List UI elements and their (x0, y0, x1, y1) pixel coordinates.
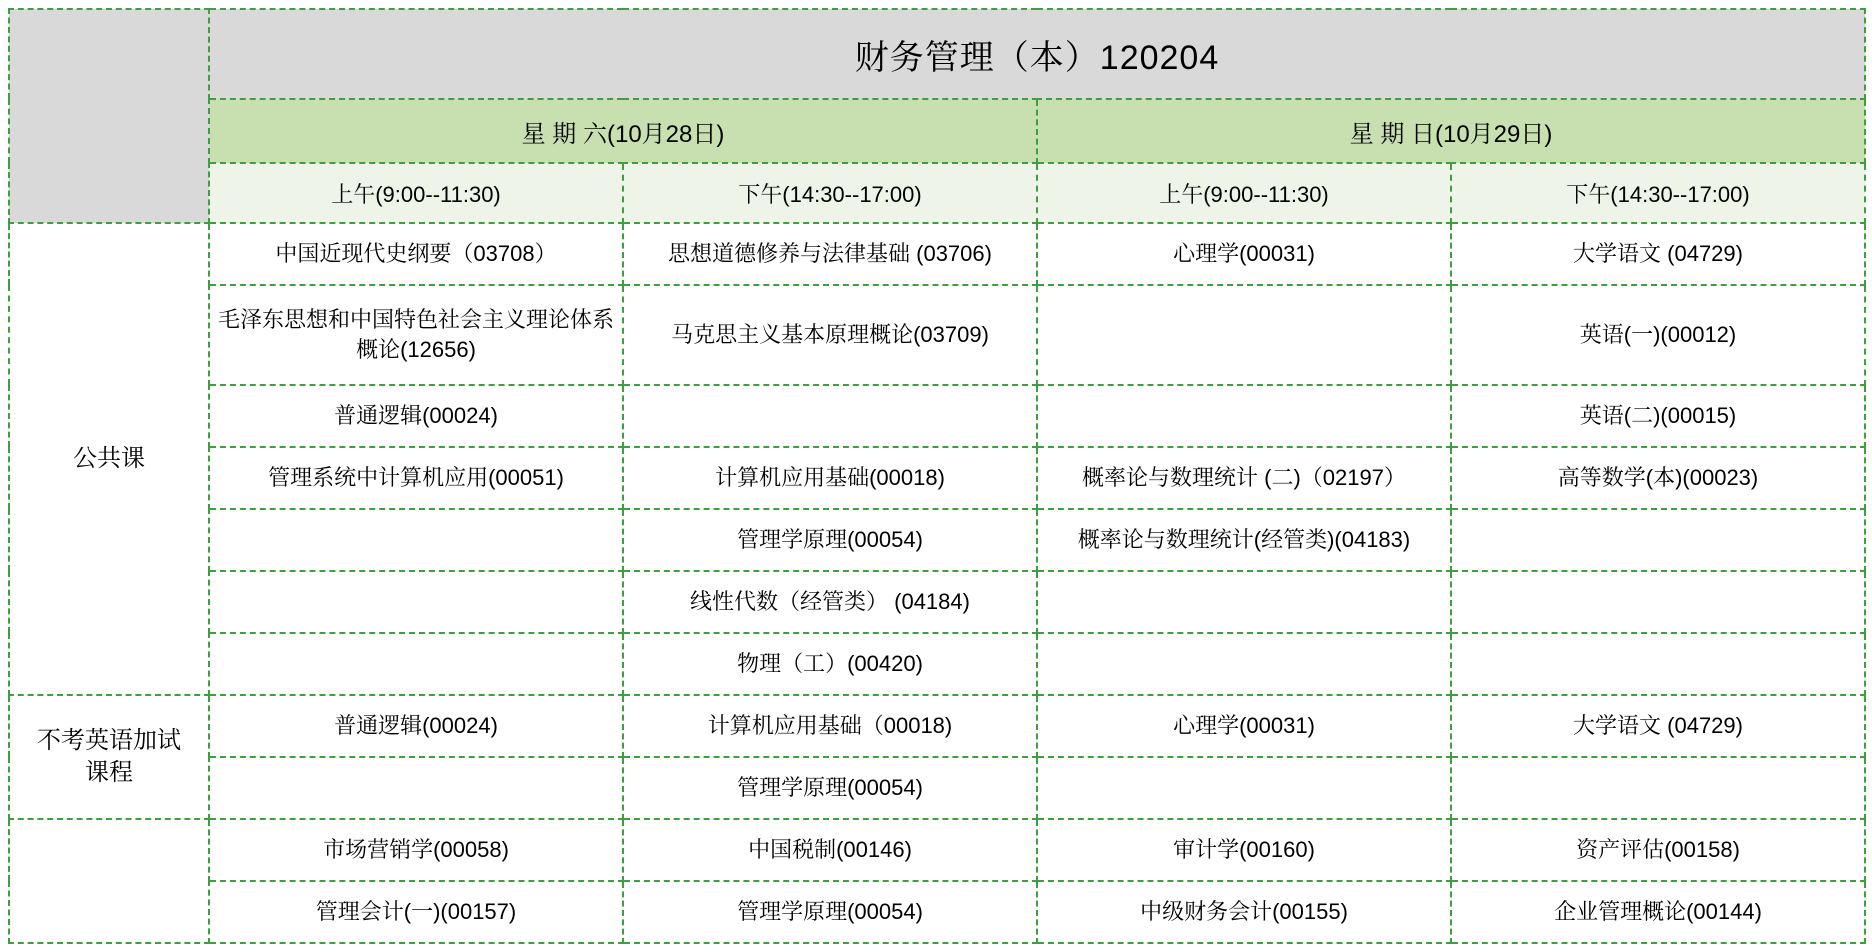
course-cell: 管理学原理(00054) (623, 757, 1037, 819)
course-cell: 高等数学(本)(00023) (1451, 447, 1865, 509)
table-row (9, 285, 1865, 385)
course-cell: 毛泽东思想和中国特色社会主义理论体系概论(12656) (209, 285, 623, 385)
course-cell-empty (1037, 571, 1451, 633)
course-cell: 审计学(00160) (1037, 819, 1451, 881)
category-label-major (9, 819, 209, 943)
course-cell: 资产评估(00158) (1451, 819, 1865, 881)
category-label-line2: 课程 (85, 759, 133, 786)
page-title: 财务管理（本）120204 (209, 9, 1865, 99)
course-cell-empty (1451, 509, 1865, 571)
course-cell: 管理会计(一)(00157) (209, 881, 623, 943)
category-label-line1: 不考英语加试 (37, 726, 181, 754)
course-cell: 计算机应用基础(00018) (623, 447, 1037, 509)
course-cell: 概率论与数理统计(经管类)(04183) (1037, 509, 1451, 571)
table-row (9, 881, 1865, 943)
slot-header-sat-afternoon: 下午(14:30--17:00) (623, 163, 1037, 223)
course-cell-empty (1451, 757, 1865, 819)
table-row (9, 695, 1865, 757)
course-cell-empty (209, 571, 623, 633)
course-cell-empty (209, 757, 623, 819)
course-cell: 普通逻辑(00024) (209, 695, 623, 757)
course-cell: 英语(一)(00012) (1451, 285, 1865, 385)
category-label-public: 公共课 (9, 223, 209, 695)
course-cell-empty (623, 385, 1037, 447)
course-cell: 心理学(00031) (1037, 223, 1451, 285)
day-header-sunday: 星 期 日(10月29日) (1037, 99, 1865, 163)
course-cell-empty (1037, 285, 1451, 385)
table-row (9, 757, 1865, 819)
course-cell-empty (1037, 385, 1451, 447)
course-cell: 物理（工）(00420) (623, 633, 1037, 695)
slot-header-sun-morning: 上午(9:00--11:30) (1037, 163, 1451, 223)
course-cell-empty (1037, 757, 1451, 819)
category-label-extra-english (9, 695, 209, 819)
course-cell-empty (1451, 571, 1865, 633)
slot-header-sat-morning: 上午(9:00--11:30) (209, 163, 623, 223)
exam-schedule-table (8, 8, 1866, 944)
table-header-title-row (9, 9, 1865, 99)
course-cell: 管理学原理(00054) (623, 509, 1037, 571)
table-row (9, 819, 1865, 881)
table-row (9, 223, 1865, 285)
course-cell: 中国近现代史纲要（03708） (209, 223, 623, 285)
table-row (9, 509, 1865, 571)
course-cell: 市场营销学(00058) (209, 819, 623, 881)
table-row (9, 385, 1865, 447)
course-cell: 企业管理概论(00144) (1451, 881, 1865, 943)
table-row (9, 633, 1865, 695)
course-cell: 管理学原理(00054) (623, 881, 1037, 943)
course-cell: 英语(二)(00015) (1451, 385, 1865, 447)
day-header-saturday: 星 期 六(10月28日) (209, 99, 1037, 163)
slot-header-sun-afternoon: 下午(14:30--17:00) (1451, 163, 1865, 223)
course-cell: 马克思主义基本原理概论(03709) (623, 285, 1037, 385)
course-cell: 大学语文 (04729) (1451, 695, 1865, 757)
table-row (9, 571, 1865, 633)
course-cell: 中级财务会计(00155) (1037, 881, 1451, 943)
table-header-day-row (9, 99, 1865, 163)
course-cell: 大学语文 (04729) (1451, 223, 1865, 285)
course-cell: 心理学(00031) (1037, 695, 1451, 757)
course-cell: 中国税制(00146) (623, 819, 1037, 881)
course-cell: 线性代数（经管类） (04184) (623, 571, 1037, 633)
course-cell-empty (209, 633, 623, 695)
course-cell-empty (209, 509, 623, 571)
course-cell: 管理系统中计算机应用(00051) (209, 447, 623, 509)
course-cell: 普通逻辑(00024) (209, 385, 623, 447)
corner-cell (9, 9, 209, 223)
course-cell-empty (1037, 633, 1451, 695)
course-cell: 计算机应用基础（00018) (623, 695, 1037, 757)
course-cell-empty (1451, 633, 1865, 695)
table-header-slot-row (9, 163, 1865, 223)
course-cell: 概率论与数理统计 (二)（02197） (1037, 447, 1451, 509)
course-cell: 思想道德修养与法律基础 (03706) (623, 223, 1037, 285)
table-row (9, 447, 1865, 509)
